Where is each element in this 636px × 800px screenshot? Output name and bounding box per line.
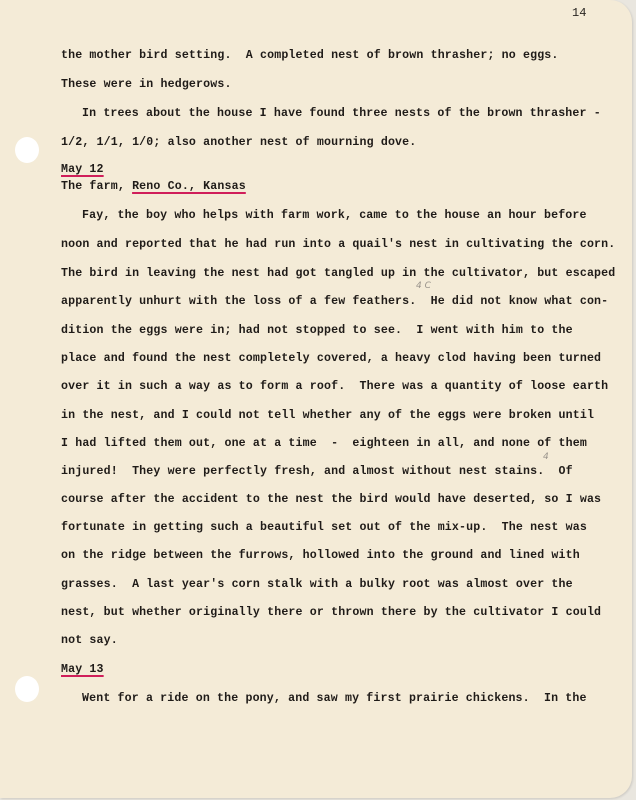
text-line: not say.	[61, 634, 118, 647]
date-heading-may-12	[61, 163, 104, 176]
text-line: 1/2, 1/1, 1/0; also another nest of mourning dove.	[61, 136, 417, 149]
text-line: place and found the nest completely covered, a heavy clod having been turned	[61, 352, 602, 365]
date-may-13: May 13	[61, 663, 104, 676]
location-underlined: Reno Co., Kansas	[132, 180, 246, 193]
punch-hole-bottom	[15, 676, 39, 702]
text-line: grasses. A last year's corn stalk with a bulky root was almost over the	[61, 578, 573, 591]
text-line: on the ridge between the furrows, hollowed into the ground and lined with	[61, 549, 580, 562]
page-number: 14	[572, 6, 587, 20]
text-line: in the nest, and I could not tell whether any of the eggs were broken until	[61, 409, 595, 422]
punch-hole-top	[15, 137, 39, 163]
text-line: course after the accident to the nest the bird would have deserted, so I was	[61, 493, 602, 506]
text-line: nest, but whether originally there or thrown there by the cultivator I could	[61, 606, 602, 619]
text-line: noon and reported that he had run into a quail's nest in cultivating the corn.	[61, 238, 616, 251]
date-may-12: May 12	[61, 163, 104, 176]
text-line: injured! They were perfectly fresh, and almost without nest stains. Of	[61, 465, 573, 478]
text-line: These were in hedgerows.	[61, 78, 232, 91]
text-line: The bird in leaving the nest had got tangled up in the cultivator, but escaped	[61, 267, 616, 280]
pencil-annotation: 4	[543, 452, 549, 462]
location-line	[61, 180, 246, 193]
text-line: fortunate in getting such a beautiful set out of the mix-up. The nest was	[61, 521, 587, 534]
paragraph-start: Went for a ride on the pony, and saw my first prairie chickens. In the	[82, 692, 587, 705]
text-line: apparently unhurt with the loss of a few feathers. He did not know what con-	[61, 295, 609, 308]
text-line: over it in such a way as to form a roof. There was a quantity of loose earth	[61, 380, 609, 393]
paragraph-start: In trees about the house I have found three nests of the brown thrasher -	[82, 107, 601, 120]
text-line: I had lifted them out, one at a time - eighteen in all, and none of them	[61, 437, 587, 450]
pencil-annotation: 4 C	[416, 281, 431, 291]
date-heading-may-13	[61, 663, 104, 676]
paragraph-start: Fay, the boy who helps with farm work, came to the house an hour before	[82, 209, 587, 222]
location-prefix: The farm,	[61, 180, 133, 193]
text-line: dition the eggs were in; had not stopped to see. I went with him to the	[61, 324, 573, 337]
text-line: the mother bird setting. A completed nest of brown thrasher; no eggs.	[61, 49, 559, 62]
